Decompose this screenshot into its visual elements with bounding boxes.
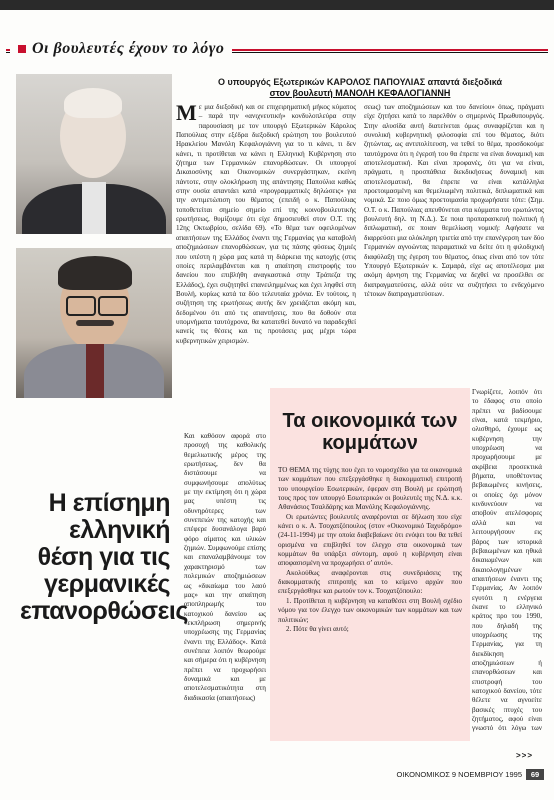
continued-marker: >>> (516, 751, 534, 760)
section-title-text: Οι βουλευτές έχουν το λόγο (32, 40, 225, 57)
footer (380, 769, 548, 781)
page-number: 69 (526, 769, 544, 780)
drop-cap: Μ (176, 103, 197, 125)
article-column-3 (472, 388, 542, 733)
headline: Η επίσημη ελληνική θέση για τις γερμανικές επανορθώσεις (20, 489, 188, 625)
section-title (10, 38, 232, 60)
box-title: Τα οικονομικά των κομμάτων (282, 410, 458, 454)
footer-publication: ΟΙΚΟΝΟΜΙΚΟΣ 9 ΝΟΕΜΒΡΙΟΥ 1995 (396, 770, 522, 779)
article-text-3: Γνωρίζετε, λοιπόν ότι το έδαφος στο οποίο πρέπει να βαδίσουμε είναι, κατά τεκμήριο, ολισθηρό, έχουμε ως κυβέρνηση την υποχρέωση να προχωρήσουμε με ακρίβεια προσεκτικά βήματα, υποθέτοντας βεβαιωμένες κινήσεις, οι οποίες όχι μόνον κινδυνεύουν να αποβούν ατελέσφορες αλλά και να λειτουργήσουν εις βάρος των ιστορικά βεβαιωμένων και ηθικά δικαιωμένων και δικαιολογημένων απαιτήσεων έναντι της Γερμανίας. Αν λοιπόν εγυτότι η ενέργεια έκανε το ελληνικό κράτος προ του 1990, που δηλαδή της υποχρέωσης της Γερμανίας, για τη διεκδίκηση αποζημιώσεων ή επανορθώσεων και επιστροφή του κατοχικού δανείου, τότε θέλετε να αγνοείτε βασικές πτυχές του ζητήματος, αφού είναι γνωστό ότι λόγω των (472, 388, 542, 733)
sidebar-box (270, 388, 470, 741)
red-square-icon (18, 45, 26, 53)
photo-minister (16, 74, 172, 234)
box-paragraph-1: ΤΟ ΘΕΜΑ της τύχης που έχει το νομοσχέδιο για τα οικονομικά των κομμάτων που επεξεργάσθηκε η διακομματική επιτροπή του υπουργείου Εσωτερικών, έφεραν στη Βουλή με ερώτησή τους προς τον υπουργό Εσωτερικών οι βουλευτές της Ν.Δ. κ.κ. Αθανάσιος Τσαλδάρης και Μανόλης Κεφαλογιάννης. (278, 466, 462, 512)
article-column-2 (364, 103, 544, 388)
intro-line-2: στον βουλευτή ΜΑΝΟΛΗ ΚΕΦΑΛΟΓΙΑΝΝΗ (269, 88, 451, 98)
intro-line-1: Ο υπουργός Εξωτερικών ΚΑΡΟΛΟΣ ΠΑΠΟΥΛΙΑΣ απαντά διεξοδικά (217, 77, 503, 87)
article-text-2: σεως) των αποζημιώσεων και του δανείου» όπως, πράγματι είχε ζητήσει κατά το παρελθόν ο σημερινός Πρωθυπουργός. Στην αλυσίδα αυτή διατείνεται όμως συναφρίζεται και η συνολική κυβερνητική φιλοσοφία επί του θέματος, διότι ζητώντας, ως αντιπολίτευση, να τεθεί το θέμα, προσδοκούμε ταυτόχρονα ότι η έγερσή του θα έπρεπε να είναι δυναμική και αποτελεσματική. Και είναι προφανές, ότι για να είναι, πράγματι, η προσπάθεια διεκδικήσεως δυναμική και αποτελεσματική, θα έπρεπε να είναι κατάλληλα προετοιμασμένη και θεμελιωμένη πολιτικά, διπλωματικά και νομικά. Σε ποιο όμως προετοιμασία προχωρήσατε τότε: (Σημ. Ο.Τ. ο κ. Παπούλιας απευθύνεται στα κόμματα του ερωτώντος βουλευτή δηλ. τη Ν.Δ.). Σε ποια προπαρασκευή πολιτική ή διπλωματική, σε ποιαν θεμελίωση νομική: Αφήσατε να διαρρεύσει μια ολόκληρη τριετία από την επανέγερση των δύο Γερμανιών αγνοώντας πειραματικά να δείτε ότι η φιλοδιχική διαφύλαξη της έγερση του θέματος, όπως είναι από τον τότε Υπουργό Εξωτερικών κ. Σαμαρά, είχε ως αποτέλεσμα μια ακόμη άρνηση της Γερμανίας να δεχθεί να προσέλθει σε διαπραγματεύσεις, αλλά ούτε να συζητήσει το ενδεχόμενο τέτοιων διαπραγματεύσεων. (364, 103, 544, 298)
article-text-1b: Και καθόσον αφορά στο προσοχή της καθολικής θεμελιωτικής μέρος της ερωτήσεως, δεν θα διστάσουμε να συμφωνήσουμε απολύτως με την εκτίμηση ότι η χώρα μας υπέστη τις οδυνηρότερες των συνεπειών της κατοχής και επέφερε δυσανάλογα βαρύ φόρο αίματος και υλικών ζημιών. Συμφωνούμε επίσης και επαναλαμβάνουμε τον χαρακτηρισμό των πολεμικών αποζημιώσεων ως «δικαίωμα του λαού μας» και την απαίτηση αποπληρωμής του κατοχικού δανείου ως «εκπλήρωση σημερινής υποχρέωσης της Γερμανίας έναντι της Ελλάδος». Κατά συνέπεια λοιπόν θεωρούμε και σήμερα ότι η κυβέρνηση πρέπει να προχωρήσει δυναμικά και με αποτελεσματικότητα στη διαδικασία (απαιτήσεως) (184, 432, 266, 702)
photo-mp (16, 248, 172, 398)
article-text-1: ε μια διεξοδική και σε επιχειρηματική μήκος κύματος – παρά την «ανιχνευτική» κονδυλοπλεύρα στην παρουσίαση με τον υπουργό Εξωτερικών Κάρολος Παπούλιας στην εξέδρα διεξοδική ερώτηση του βουλευτού Ηρακλείου Μανόλη Κεφαλογιάννη για το τι κάνει, τι δεν κάνει, τι προτίθεται να κάνει η Ελληνική Κυβέρνηση στο ζήτημα των Γερμανικών επανορθώσεων. Οι υπουργοί Δικαιοσύνης και Οικονομικών συνεργάστηκαν, εκείνη πάντοτε, στην ολοκλήρωση της απάντησης Παπούλια καθώς στην ουσία απαντάει κατά «προγραμματικές δηλώσεις» για την αντιμετώπιση του θέματος (επειδή ο κ. Παπούλιας τοποθετείται σημείο σημείο επί της κοινοβουλευτικής ερωτήσεως, θυμίζουμε ότι είχε δημοσιευθεί στον Ο.Τ. της 12ης Οκτωβρίου, σελίδα 69). «Το θέμα των οφειλομένων απαιτήσεων της Ελλάδος έναντι της Γερμανίας για καταβολή αποζημιώσεων επανορθώσεων, για τις πάσης φύσεως ζημιές που υπέστη η χώρα μας κατά τη διάρκεια της κατοχής (στις οποίες περιλαμβάνεται και η απαίτηση επιστροφής του δανείου που επιβλήθη αναγκαστικά στην Τράπεζα της Ελλάδος), έχει συζητηθεί επανειλημμένως και έχει ληφθεί στη Βουλή, κυρίως κατά τα δύο τελευταία χρόνια. Εν τούτοις, η συζήτηση της ερωτήσεως αυτής δεν χρειάζεται ακόμη και, δεδομένου ότι από τις απαντήσεις, που θα δοθούν στα υπομνήματα ταυτόχρονα, θα κατατεθεί δυνατό να παραδεχθεί κανείς τις θέσεις και τις προτάσεις μας μέχρι τώρα κυβερνητικών χειρισμών. (176, 103, 356, 345)
article-column-1b (184, 432, 266, 737)
box-question-2: 2. Πότε θα γίνει αυτό; (286, 624, 349, 633)
top-bar (0, 0, 554, 10)
article-intro (178, 77, 542, 99)
box-question-1: 1. Προτίθεται η κυβέρνηση να καταθέσει στη Βουλή σχέδιο νόμου για τον έλεγχο των οικονομικών των κομμάτων και των πολιτικών; (278, 596, 462, 624)
article-column-1 (176, 103, 356, 423)
box-paragraph-2: Οι ερωτώντες βουλευτές αναφέρονται σε δήλωση που είχε κάνει ο κ. Α. Τσοχατζόπουλος (στον «Οικονομικό Ταχυδρόμο» (24-11-1994) με την οποία διαβεβαίωνε ότι ενόψει του θα τεθεί ορισμένα να επιβληθεί τον έλεγχο στα οικονομικά των κομμάτων θα υπάρξει σύντομη, αφού η κυβέρνηση είναι αποφασισμένη να προχωρήσει σ’ αυτό». (278, 512, 462, 568)
box-paragraph-3: Ακολούθως αναφέρονται στις συνεδριάσεις της διακομματικής επιτροπής και το κείμενο αρχών που επεξεργάσθηκε και ρωτούν τον κ. Τσοχατζόπουλο: (278, 568, 462, 596)
box-body (278, 466, 462, 736)
